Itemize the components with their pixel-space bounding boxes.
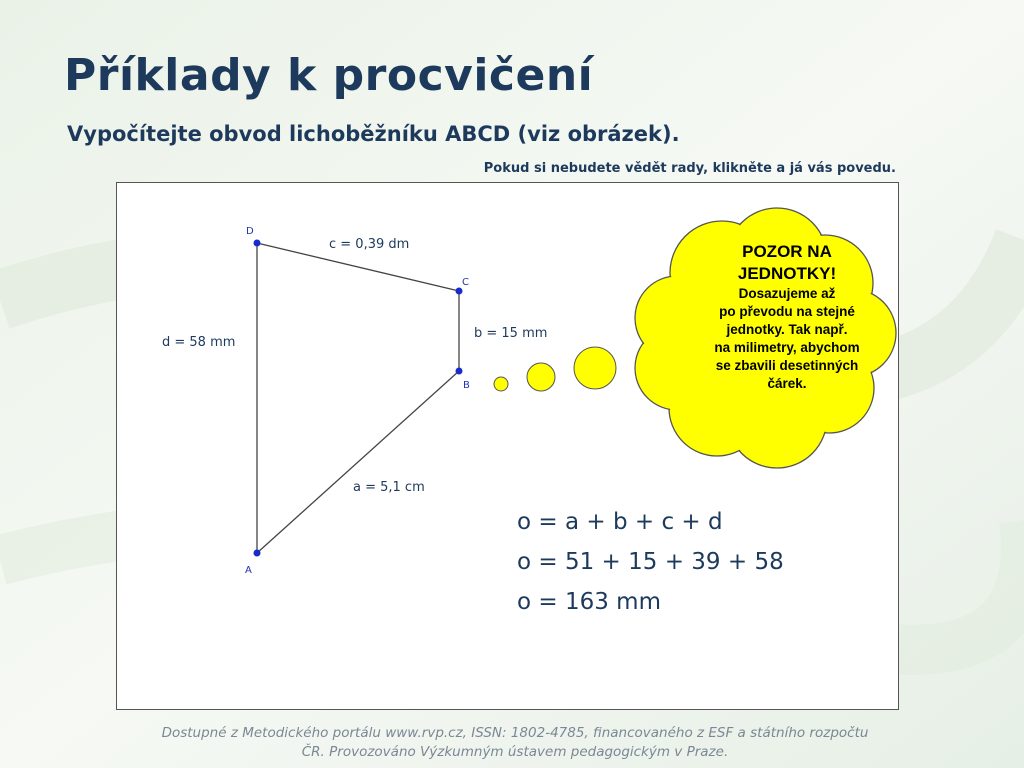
- callout-body-line: se zbavili desetinných: [715, 358, 859, 373]
- callout-body-line: čárek.: [767, 376, 807, 391]
- side-b-label: b = 15 mm: [474, 326, 548, 341]
- callout-body-line: po převodu na stejné: [719, 304, 855, 319]
- point-b: [456, 368, 463, 375]
- callout-body-line: na milimetry, abychom: [714, 340, 860, 355]
- cloud-callout-text: [687, 241, 887, 393]
- footer-line-2: ČR. Provozováno Výzkumným ústavem pedagogickým v Praze.: [301, 744, 729, 760]
- hint-link[interactable]: Pokud si nebudete vědět rady, klikněte a já vás povedu.: [483, 161, 896, 176]
- point-b-label: B: [463, 380, 470, 391]
- point-a-label: A: [245, 565, 252, 576]
- thought-dot-medium: [527, 363, 555, 391]
- side-c-label: c = 0,39 dm: [329, 237, 410, 252]
- thought-dot-small: [494, 377, 508, 391]
- point-d: [254, 240, 261, 247]
- solution-line-1: o = a + b + c + d: [517, 509, 723, 535]
- thought-dot-large: [574, 347, 616, 389]
- callout-heading-line2: JEDNOTKY!: [737, 264, 837, 283]
- point-d-label: D: [246, 226, 254, 237]
- point-a: [254, 550, 261, 557]
- solution-line-2: o = 51 + 15 + 39 + 58: [517, 549, 784, 575]
- solution-line-3: o = 163 mm: [517, 589, 661, 615]
- side-a-line: [257, 371, 459, 553]
- callout-heading-line1: POZOR NA: [742, 242, 832, 261]
- page-title: Příklady k procvičení: [64, 50, 594, 101]
- footer-line-1: Dostupné z Metodického portálu www.rvp.cz, ISSN: 1802-4785, financovaného z ESF a státního rozpočtu: [161, 725, 869, 741]
- side-a-label: a = 5,1 cm: [353, 480, 425, 495]
- trapezoid-figure-panel: [116, 182, 899, 710]
- callout-body-line: jednotky. Tak např.: [726, 322, 848, 337]
- point-c-label: C: [462, 277, 469, 288]
- task-subtitle: Vypočítejte obvod lichoběžníku ABCD (viz obrázek).: [67, 122, 680, 146]
- footer-credit: [80, 724, 950, 762]
- point-c: [456, 288, 463, 295]
- callout-body-line: Dosazujeme až: [738, 286, 836, 301]
- side-d-label: d = 58 mm: [162, 335, 236, 350]
